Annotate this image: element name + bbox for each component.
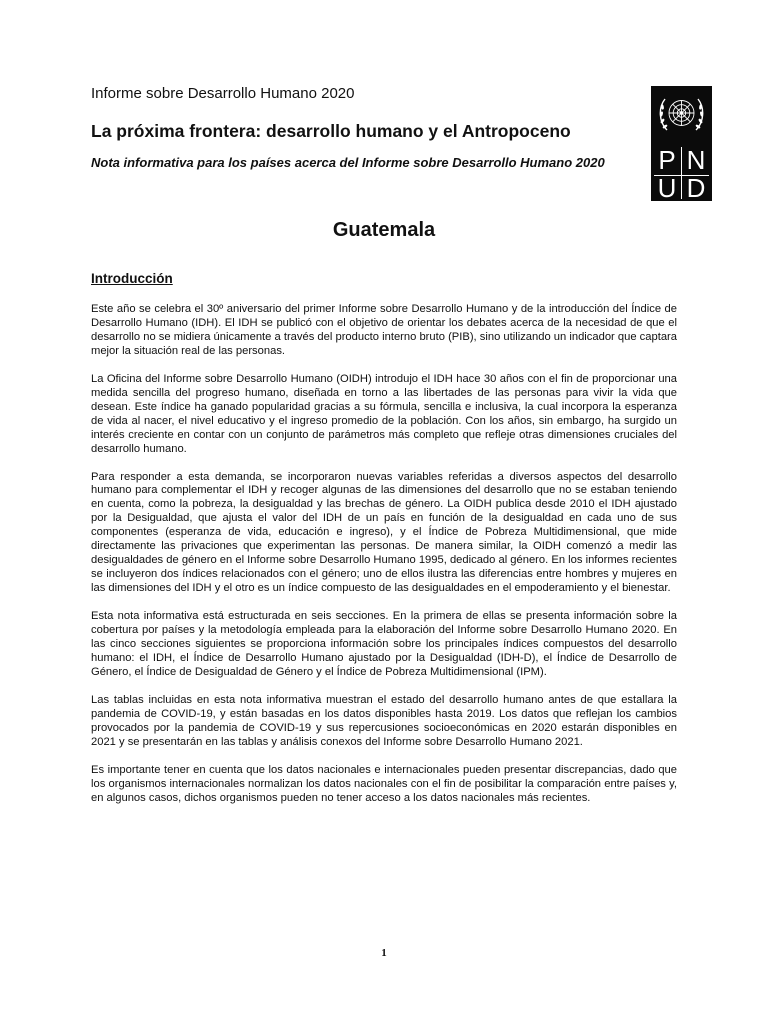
paragraph: Este año se celebra el 30º aniversario del primer Informe sobre Desarrollo Humano y de la introducción del Índice de Desarrollo Humano (IDH). El IDH se publicó con el objetivo de orientar los debates acerca de la necesidad de que el desarrollo no se midiera únicamente a través del producto interno bruto (PIB), sino utilizando un indicador que captara mejor la situación real de las personas.: [91, 303, 677, 357]
report-title: Informe sobre Desarrollo Humano 2020: [91, 85, 355, 102]
subtitle: Nota informativa para los países acerca del Informe sobre Desarrollo Humano 2020: [91, 155, 605, 170]
paragraph: Para responder a esta demanda, se incorporaron nuevas variables referidas a diversos aspectos del desarrollo humano para complementar el IDH y recoger algunas de las dimensiones del desarrollo que no se estaban teniendo en cuenta, como la pobreza, la desigualdad y las brechas de género. La OIDH publica desde 2010 el IDH ajustado por la Desigualdad, que ajusta el valor del IDH de un país en función de la desigualdad en cada uno de sus componentes (esperanza de vida, educación e ingreso), y el Índice de Pobreza Multidimensional, que mide directamente las privaciones que experimentan las personas. De manera similar, la OIDH comenzó a medir las desigualdades de género en el Informe sobre Desarrollo Humano 1995, dedicado al género. En los informes recientes se incluyeron dos índices relacionados con el género; uno de ellos ilustra las diferencias entre hombres y mujeres en las dimensiones del IDH y el otro es un índice compuesto de las desigualdades en el empoderamiento y el bienestar.: [91, 470, 677, 595]
pnud-logo: [651, 86, 712, 201]
logo-letter-d: D: [686, 173, 706, 203]
paragraph: Esta nota informativa está estructurada en seis secciones. En la primera de ellas se presenta información sobre la cobertura por países y la metodología empleada para la elaboración del Informe sobre Desarrollo Humano 2020. En las cinco secciones siguientes se proporciona información sobre los principales índices compuestos del desarrollo humano: el IDH, el Índice de Desarrollo Humano ajustado por la Desigualdad (IDH-D), el Índice de Desarrollo de Género, el Índice de Desigualdad de Género y el Índice de Pobreza Multidimensional (IPM).: [91, 610, 677, 678]
body-text: [91, 303, 677, 820]
logo-letter-p: P: [658, 145, 676, 175]
paragraph: La Oficina del Informe sobre Desarrollo Humano (OIDH) introdujo el IDH hace 30 años con el fin de proporcionar una medida sencilla del progreso humano, diseñada en torno a las libertades de las personas para vivir la vida que desean. Este índice ha ganado popularidad gracias a su fórmula, sencilla e inclusiva, la cual incorpora la esperanza de vida al nacer, el nivel educativo y el ingreso promedio de la población. Con los años, sin embargo, ha surgido un interés creciente en contar con un conjunto de parámetros más completo que refleje otras dimensiones cruciales del desarrollo humano.: [91, 372, 677, 455]
pnud-letters: [651, 145, 712, 201]
logo-letter-u: U: [657, 173, 677, 203]
main-title: La próxima frontera: desarrollo humano y el Antropoceno: [91, 121, 571, 141]
paragraph: Es importante tener en cuenta que los datos nacionales e internacionales pueden presentar discrepancias, dado que los organismos internacionales normalizan los datos nacionales con el fin de posibilitar la comparación entre países y, en algunos casos, dichos organismos pueden no tener acceso a los datos nacionales más recientes.: [91, 763, 677, 804]
logo-letter-n: N: [686, 145, 706, 175]
un-emblem-icon: [651, 86, 712, 142]
paragraph: Las tablas incluidas en esta nota informativa muestran el estado del desarrollo humano antes de que estallara la pandemia de COVID-19, y están basadas en los datos disponibles hasta 2019. Los datos que reflejan los cambios provocados por la pandemia de COVID-19 y sus repercusiones socioeconómicas en 2020 estarán disponibles en 2021 y se presentarán en las tablas y análisis conexos del Informe sobre Desarrollo Humano 2021.: [91, 693, 677, 748]
page-number: 1: [381, 947, 387, 959]
country-heading: Guatemala: [332, 219, 436, 241]
section-heading: Introducción: [91, 271, 173, 286]
